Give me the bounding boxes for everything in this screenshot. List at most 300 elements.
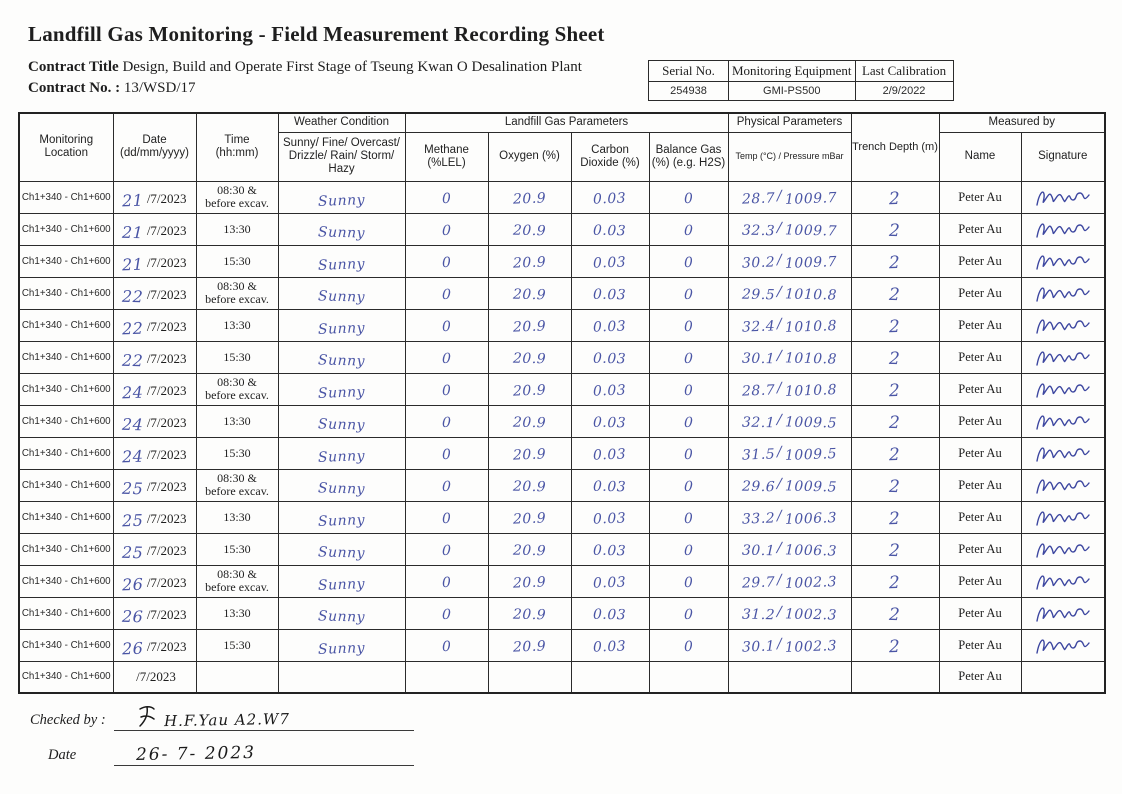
oxygen-cell — [488, 405, 571, 437]
balance-gas-handwritten: 0 — [683, 222, 694, 240]
methane-handwritten: 0 — [441, 222, 452, 240]
trench-depth-cell — [851, 341, 939, 373]
temp-handwritten: 33.2 — [742, 510, 776, 528]
trench-depth-handwritten: 2 — [888, 444, 902, 466]
date-day-handwritten: 21 — [122, 254, 145, 274]
date-printed: /7/2023 — [146, 190, 187, 206]
oxygen-handwritten: 20.9 — [512, 446, 547, 464]
date-header-line2: (dd/mm/yyyy) — [120, 147, 189, 160]
date-header-line1: Date — [142, 134, 167, 147]
weather-cell — [278, 469, 405, 501]
co2-cell — [571, 469, 649, 501]
trench-depth-cell — [851, 501, 939, 533]
date-day-handwritten: 26 — [122, 606, 145, 626]
date-printed: /7/2023 — [136, 668, 176, 684]
pressure-slash: / — [777, 635, 783, 653]
oxygen-header: Oxygen (%) — [488, 132, 571, 181]
monitoring-location-cell: Ch1+340 - Ch1+600 — [19, 245, 113, 277]
table-row — [19, 245, 1105, 277]
time-cell: 08:30 & before excav. — [196, 373, 278, 405]
serial-no-header: Serial No. — [649, 61, 729, 82]
pressure-handwritten: 1006.3 — [784, 510, 837, 528]
weather-handwritten: Sunny — [317, 576, 366, 594]
measured-name-cell: Peter Au — [939, 213, 1021, 245]
balance-gas-handwritten: 0 — [683, 286, 694, 304]
time-cell: 15:30 — [196, 533, 278, 565]
date-label: Date — [48, 747, 77, 763]
table-row — [19, 501, 1105, 533]
date-cell — [113, 565, 196, 597]
date-cell — [113, 533, 196, 565]
oxygen-cell — [488, 341, 571, 373]
contract-no-label: Contract No. : — [28, 80, 121, 96]
weather-cell — [278, 341, 405, 373]
co2-handwritten: 0.03 — [593, 638, 627, 656]
date-cell — [113, 661, 196, 693]
temp-pressure-header: Temp (°C) / Pressure mBar — [728, 132, 851, 181]
trench-depth-handwritten: 2 — [888, 636, 902, 658]
signature-cell — [1021, 469, 1105, 501]
temp-pressure-cell — [728, 309, 851, 341]
oxygen-handwritten: 20.9 — [512, 478, 547, 496]
weather-handwritten: Sunny — [317, 224, 366, 242]
date-day-handwritten: 24 — [122, 446, 145, 466]
methane-cell — [405, 373, 488, 405]
date-cell — [113, 597, 196, 629]
temp-handwritten: 30.1 — [742, 542, 776, 560]
weather-condition-header: Weather Condition — [278, 113, 405, 132]
co2-cell — [571, 597, 649, 629]
balance-gas-cell — [649, 469, 728, 501]
trench-depth-cell — [851, 405, 939, 437]
balance-gas-cell — [649, 213, 728, 245]
temp-handwritten: 29.7 — [742, 574, 776, 592]
trench-depth-cell — [851, 309, 939, 341]
weather-handwritten: Sunny — [317, 288, 366, 306]
balance-gas-handwritten: 0 — [683, 446, 694, 464]
temp-pressure-cell — [728, 629, 851, 661]
pressure-handwritten: 1009.7 — [784, 254, 837, 272]
table-row — [19, 277, 1105, 309]
contract-no-value: 13/WSD/17 — [123, 80, 196, 96]
last-calibration-value: 2/9/2022 — [855, 82, 953, 101]
monitoring-table-header — [19, 113, 1105, 181]
measured-name-cell: Peter Au — [939, 501, 1021, 533]
trench-depth-handwritten: 2 — [889, 348, 901, 370]
date-day-handwritten: 22 — [122, 318, 145, 338]
trench-depth-header: Trench Depth (m) — [851, 113, 939, 181]
methane-cell — [405, 437, 488, 469]
trench-depth-handwritten: 2 — [888, 380, 902, 402]
physical-parameters-header: Physical Parameters — [728, 113, 851, 132]
balance-gas-cell — [649, 501, 728, 533]
weather-cell — [278, 309, 405, 341]
pressure-handwritten: 1002.3 — [784, 638, 837, 656]
temp-pressure-cell — [728, 245, 851, 277]
time-cell: 13:30 — [196, 405, 278, 437]
co2-handwritten: 0.03 — [593, 542, 627, 560]
weather-cell — [278, 373, 405, 405]
measured-name-cell: Peter Au — [939, 661, 1021, 693]
methane-cell — [405, 533, 488, 565]
landfill-gas-parameters-header: Landfill Gas Parameters — [405, 113, 728, 132]
co2-handwritten: 0.03 — [593, 446, 627, 464]
date-day-handwritten: 26 — [122, 638, 145, 658]
trench-depth-cell — [851, 181, 939, 213]
trench-depth-handwritten: 2 — [888, 252, 902, 274]
measured-name-cell: Peter Au — [939, 565, 1021, 597]
balance-gas-cell — [649, 597, 728, 629]
monitoring-location-cell: Ch1+340 - Ch1+600 — [19, 533, 113, 565]
weather-cell — [278, 213, 405, 245]
date-cell — [113, 469, 196, 501]
checked-by-scribble-icon — [136, 703, 158, 729]
signature-scribble-icon — [1033, 250, 1093, 274]
weather-cell — [278, 597, 405, 629]
trench-depth-cell — [851, 597, 939, 629]
signature-cell — [1021, 597, 1105, 629]
table-row — [19, 661, 1105, 693]
weather-cell — [278, 533, 405, 565]
date-day-handwritten: 25 — [122, 510, 145, 530]
monitoring-location-cell: Ch1+340 - Ch1+600 — [19, 661, 113, 693]
carbon-dioxide-header: Carbon Dioxide (%) — [571, 132, 649, 181]
last-calibration-header: Last Calibration — [855, 61, 953, 82]
date-day-handwritten: 24 — [122, 414, 145, 434]
balance-gas-handwritten: 0 — [683, 254, 694, 272]
signature-scribble-icon — [1033, 378, 1093, 402]
temp-handwritten: 32.1 — [742, 414, 776, 432]
co2-cell — [571, 309, 649, 341]
time-cell: 08:30 & before excav. — [196, 469, 278, 501]
oxygen-handwritten: 20.9 — [512, 254, 547, 272]
pressure-slash: / — [777, 539, 783, 557]
name-header: Name — [939, 132, 1021, 181]
methane-cell — [405, 597, 488, 629]
measured-name-cell: Peter Au — [939, 341, 1021, 373]
date-printed: /7/2023 — [146, 286, 187, 302]
checked-date-line — [114, 740, 414, 766]
contract-title-value: Design, Build and Operate First Stage of Tseung Kwan O Desalination Plant — [122, 59, 582, 75]
date-cell — [113, 181, 196, 213]
pressure-handwritten: 1009.7 — [784, 190, 837, 208]
time-cell: 13:30 — [196, 501, 278, 533]
time-cell: 15:30 — [196, 437, 278, 469]
balance-gas-cell — [649, 245, 728, 277]
table-row — [19, 309, 1105, 341]
temp-pressure-cell — [728, 437, 851, 469]
table-row — [19, 181, 1105, 213]
signature-header: Signature — [1021, 132, 1105, 181]
co2-cell — [571, 437, 649, 469]
oxygen-handwritten: 20.9 — [512, 510, 547, 528]
pressure-slash: / — [777, 475, 783, 493]
signature-cell — [1021, 213, 1105, 245]
pressure-slash: / — [777, 411, 783, 429]
methane-handwritten: 0 — [441, 318, 452, 336]
date-cell — [113, 629, 196, 661]
time-header — [196, 113, 278, 181]
methane-cell — [405, 245, 488, 277]
signature-cell — [1021, 501, 1105, 533]
trench-depth-cell — [851, 629, 939, 661]
signature-cell — [1021, 437, 1105, 469]
temp-pressure-cell — [728, 341, 851, 373]
pressure-slash: / — [777, 443, 783, 461]
temp-handwritten: 31.2 — [742, 606, 776, 624]
methane-cell — [405, 277, 488, 309]
co2-handwritten: 0.03 — [593, 190, 627, 208]
methane-handwritten: 0 — [441, 606, 452, 624]
balance-gas-cell — [649, 661, 728, 693]
temp-pressure-cell — [728, 469, 851, 501]
balance-gas-cell — [649, 629, 728, 661]
pressure-slash: / — [777, 603, 783, 621]
weather-handwritten: Sunny — [317, 512, 366, 530]
date-printed: /7/2023 — [146, 318, 187, 334]
signature-cell — [1021, 373, 1105, 405]
signature-cell — [1021, 245, 1105, 277]
methane-cell — [405, 661, 488, 693]
oxygen-handwritten: 20.9 — [512, 606, 547, 624]
weather-cell — [278, 437, 405, 469]
monitoring-location-cell: Ch1+340 - Ch1+600 — [19, 181, 113, 213]
trench-depth-handwritten: 2 — [889, 412, 901, 434]
trench-depth-handwritten: 2 — [889, 284, 901, 306]
co2-cell — [571, 533, 649, 565]
trench-depth-cell — [851, 277, 939, 309]
co2-handwritten: 0.03 — [593, 254, 627, 272]
monitoring-location-cell: Ch1+340 - Ch1+600 — [19, 309, 113, 341]
time-cell: 08:30 & before excav. — [196, 181, 278, 213]
time-cell: 13:30 — [196, 597, 278, 629]
date-cell — [113, 437, 196, 469]
weather-cell — [278, 405, 405, 437]
monitoring-location-cell: Ch1+340 - Ch1+600 — [19, 501, 113, 533]
oxygen-cell — [488, 309, 571, 341]
balance-gas-handwritten: 0 — [683, 414, 694, 432]
co2-handwritten: 0.03 — [593, 222, 627, 240]
measured-name-cell: Peter Au — [939, 437, 1021, 469]
weather-handwritten: Sunny — [317, 544, 366, 562]
weather-cell — [278, 629, 405, 661]
co2-cell — [571, 661, 649, 693]
co2-handwritten: 0.03 — [593, 510, 627, 528]
co2-cell — [571, 341, 649, 373]
oxygen-cell — [488, 629, 571, 661]
date-day-handwritten: 22 — [122, 350, 145, 370]
date-printed: /7/2023 — [146, 510, 187, 526]
date-printed: /7/2023 — [146, 350, 187, 366]
weather-cell — [278, 245, 405, 277]
pressure-handwritten: 1010.8 — [784, 350, 837, 368]
co2-handwritten: 0.03 — [593, 478, 627, 496]
weather-handwritten: Sunny — [317, 320, 366, 338]
monitoring-location-cell: Ch1+340 - Ch1+600 — [19, 565, 113, 597]
co2-cell — [571, 245, 649, 277]
measured-name-cell: Peter Au — [939, 245, 1021, 277]
signature-scribble-icon — [1033, 314, 1093, 338]
monitoring-location-header-line2: Location — [44, 147, 88, 160]
oxygen-handwritten: 20.9 — [512, 286, 547, 304]
table-row — [19, 597, 1105, 629]
co2-handwritten: 0.03 — [593, 382, 627, 400]
signature-cell — [1021, 565, 1105, 597]
oxygen-cell — [488, 661, 571, 693]
time-header-line1: Time — [224, 134, 250, 147]
date-day-handwritten: 21 — [122, 190, 145, 210]
methane-handwritten: 0 — [441, 638, 452, 656]
date-cell — [113, 373, 196, 405]
trench-depth-cell — [851, 213, 939, 245]
measured-by-header: Measured by — [939, 113, 1105, 132]
co2-cell — [571, 565, 649, 597]
oxygen-handwritten: 20.9 — [512, 414, 547, 432]
temp-handwritten: 30.1 — [742, 350, 776, 368]
date-cell — [113, 341, 196, 373]
date-cell — [113, 405, 196, 437]
oxygen-cell — [488, 501, 571, 533]
pressure-handwritten: 1009.5 — [784, 478, 837, 496]
temp-handwritten: 30.2 — [742, 254, 776, 272]
pressure-slash: / — [777, 315, 783, 333]
pressure-slash: / — [777, 187, 783, 205]
date-cell — [113, 501, 196, 533]
temp-pressure-cell — [728, 213, 851, 245]
weather-handwritten: Sunny — [317, 480, 366, 498]
date-printed: /7/2023 — [146, 638, 187, 654]
balance-gas-cell — [649, 341, 728, 373]
co2-cell — [571, 405, 649, 437]
signature-cell — [1021, 661, 1105, 693]
page-title: Landfill Gas Monitoring - Field Measurement Recording Sheet — [28, 22, 605, 46]
weather-cell — [278, 181, 405, 213]
methane-handwritten: 0 — [441, 542, 452, 560]
monitoring-table — [18, 112, 1106, 694]
balance-gas-handwritten: 0 — [683, 542, 694, 560]
trench-depth-handwritten: 2 — [889, 604, 901, 626]
date-day-handwritten: 21 — [122, 222, 145, 242]
balance-gas-cell — [649, 181, 728, 213]
time-cell: 08:30 & before excav. — [196, 277, 278, 309]
date-printed: /7/2023 — [146, 542, 187, 558]
methane-cell — [405, 341, 488, 373]
co2-cell — [571, 501, 649, 533]
monitoring-table-body — [19, 181, 1105, 693]
signature-scribble-icon — [1033, 570, 1093, 594]
trench-depth-cell — [851, 373, 939, 405]
signature-cell — [1021, 629, 1105, 661]
pressure-slash: / — [777, 251, 783, 269]
pressure-handwritten: 1009.7 — [784, 222, 837, 240]
monitoring-location-header — [19, 113, 113, 181]
trench-depth-handwritten: 2 — [888, 188, 902, 210]
equipment-header: Monitoring Equipment — [729, 61, 856, 82]
trench-depth-handwritten: 2 — [889, 540, 901, 562]
temp-handwritten: 29.6 — [742, 478, 776, 496]
co2-handwritten: 0.03 — [593, 286, 627, 304]
methane-cell — [405, 629, 488, 661]
signature-cell — [1021, 533, 1105, 565]
monitoring-location-cell: Ch1+340 - Ch1+600 — [19, 213, 113, 245]
checked-by-signature-text: H.F.Yau A2.W7 — [163, 709, 291, 731]
time-cell: 15:30 — [196, 245, 278, 277]
pressure-slash: / — [777, 283, 783, 301]
signature-cell — [1021, 181, 1105, 213]
pressure-handwritten: 1009.5 — [784, 446, 837, 464]
temp-pressure-cell — [728, 277, 851, 309]
time-cell: 13:30 — [196, 213, 278, 245]
table-row — [19, 213, 1105, 245]
trench-depth-handwritten: 2 — [888, 572, 902, 594]
date-printed: /7/2023 — [146, 606, 187, 622]
balance-gas-handwritten: 0 — [683, 606, 694, 624]
trench-depth-cell — [851, 437, 939, 469]
date-cell — [113, 245, 196, 277]
weather-cell — [278, 277, 405, 309]
temp-handwritten: 32.4 — [742, 318, 776, 336]
trench-depth-handwritten: 2 — [888, 508, 902, 530]
balance-gas-handwritten: 0 — [683, 190, 694, 208]
weather-options-header: Sunny/ Fine/ Overcast/ Drizzle/ Rain/ Storm/ Hazy — [278, 132, 405, 181]
time-cell: 13:30 — [196, 309, 278, 341]
oxygen-cell — [488, 565, 571, 597]
pressure-handwritten: 1009.5 — [784, 414, 837, 432]
methane-cell — [405, 309, 488, 341]
table-row — [19, 437, 1105, 469]
table-row — [19, 565, 1105, 597]
pressure-handwritten: 1010.8 — [784, 286, 837, 304]
oxygen-cell — [488, 181, 571, 213]
equipment-value-row — [649, 82, 954, 101]
signature-scribble-icon — [1033, 186, 1093, 210]
oxygen-handwritten: 20.9 — [512, 574, 547, 592]
date-printed: /7/2023 — [146, 446, 187, 462]
monitoring-location-cell: Ch1+340 - Ch1+600 — [19, 629, 113, 661]
contract-title-label: Contract Title — [28, 59, 119, 75]
trench-depth-handwritten: 2 — [889, 476, 901, 498]
weather-cell — [278, 661, 405, 693]
methane-handwritten: 0 — [441, 446, 452, 464]
date-printed: /7/2023 — [146, 222, 187, 238]
signature-scribble-icon — [1033, 282, 1093, 306]
time-header-line2: (hh:mm) — [215, 147, 259, 160]
table-row — [19, 629, 1105, 661]
balance-gas-handwritten: 0 — [683, 350, 694, 368]
balance-gas-cell — [649, 565, 728, 597]
time-cell — [196, 661, 278, 693]
methane-cell — [405, 469, 488, 501]
methane-cell — [405, 405, 488, 437]
weather-handwritten: Sunny — [317, 384, 366, 402]
weather-handwritten: Sunny — [317, 192, 366, 210]
temp-pressure-cell — [728, 181, 851, 213]
equipment-info-table — [648, 60, 954, 101]
pressure-handwritten: 1002.3 — [784, 574, 837, 592]
balance-gas-handwritten: 0 — [683, 574, 694, 592]
pressure-handwritten: 1002.3 — [784, 606, 837, 624]
oxygen-cell — [488, 533, 571, 565]
time-cell: 08:30 & before excav. — [196, 565, 278, 597]
contract-block — [28, 57, 582, 99]
oxygen-cell — [488, 597, 571, 629]
co2-cell — [571, 213, 649, 245]
time-cell: 15:30 — [196, 341, 278, 373]
weather-handwritten: Sunny — [317, 608, 366, 626]
date-cell — [113, 309, 196, 341]
temp-handwritten: 28.7 — [742, 382, 776, 400]
co2-handwritten: 0.03 — [593, 350, 627, 368]
